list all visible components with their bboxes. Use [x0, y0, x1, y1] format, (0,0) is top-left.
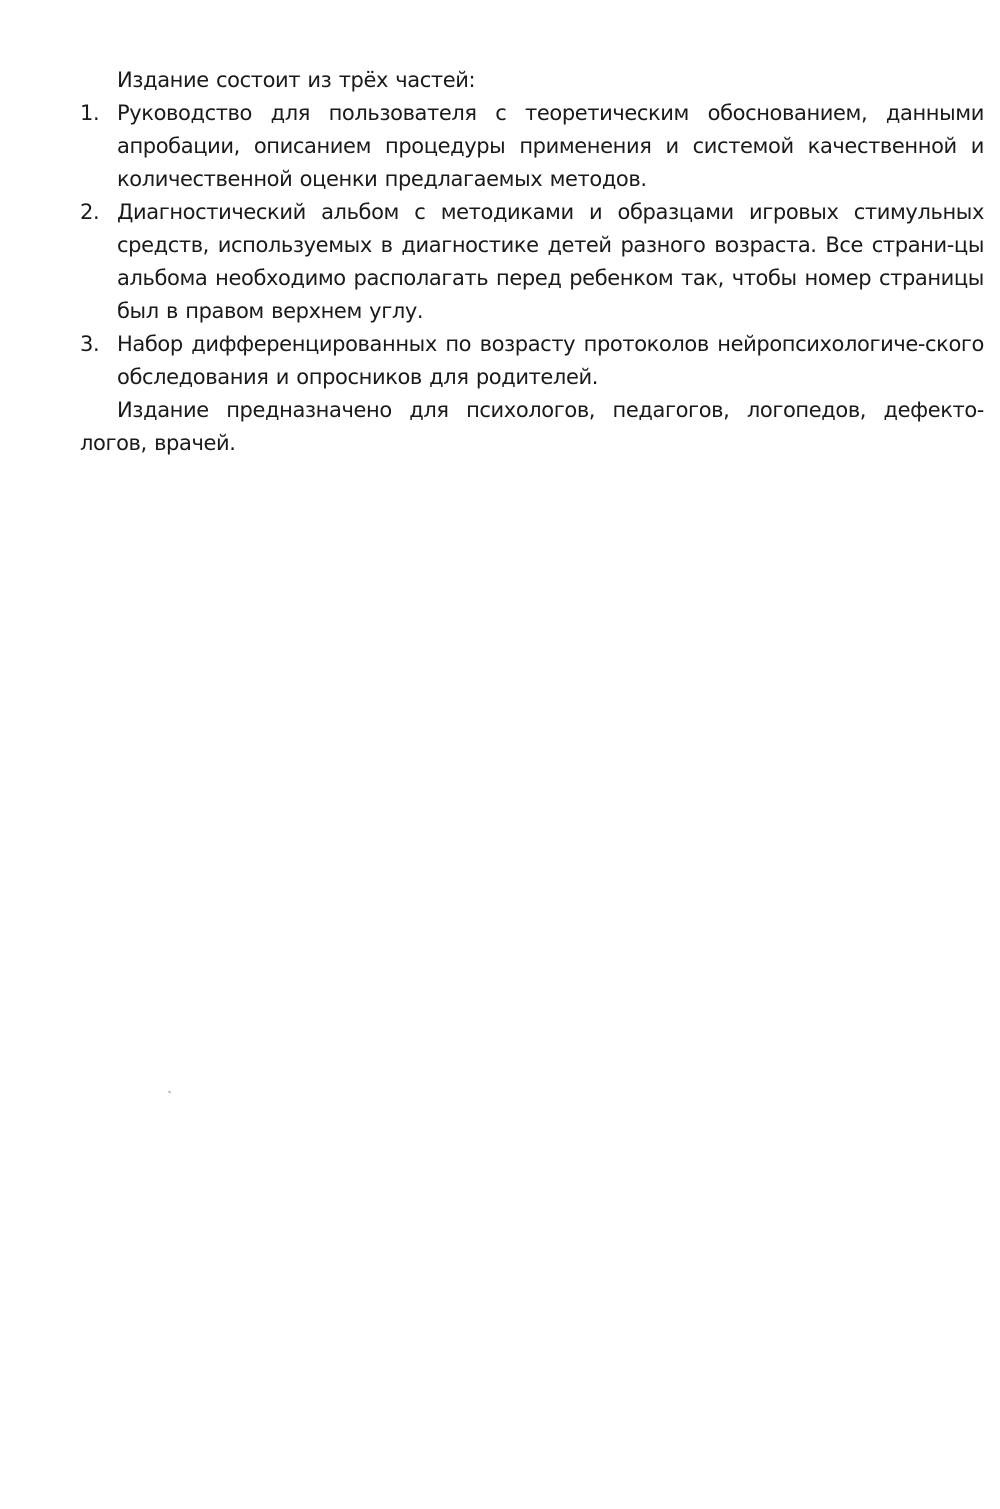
list-item [80, 328, 984, 394]
list-item-number: 2. [80, 200, 100, 224]
scan-speck [168, 1090, 172, 1093]
intro-paragraph: Издание состоит из трёх частей: [117, 68, 476, 92]
document-page [80, 64, 984, 460]
list-item [80, 196, 984, 328]
list-item-text: Руководство для пользователя с теоретическим обоснованием, данными апробации, описанием процедуры применения и системой качественной и количественной оценки предлагаемых методов. [117, 101, 984, 191]
audience-paragraph: Издание предназначено для психологов, педагогов, логопедов, дефекто-логов, врачей. [80, 398, 984, 455]
list-item-text: Набор дифференцированных по возрасту протоколов нейропсихологиче-ского обследования и опросников для родителей. [117, 332, 984, 389]
list-item [80, 97, 984, 196]
list-item-text: Диагностический альбом с методиками и образцами игровых стимульных средств, используемых в диагностике детей разного возраста. Все страни-цы альбома необходимо располагать перед ребенком так, чтобы номер страницы был в правом верхнем углу. [117, 200, 984, 323]
parts-list [80, 97, 984, 394]
list-item-number: 1. [80, 101, 100, 125]
list-item-number: 3. [80, 332, 100, 356]
